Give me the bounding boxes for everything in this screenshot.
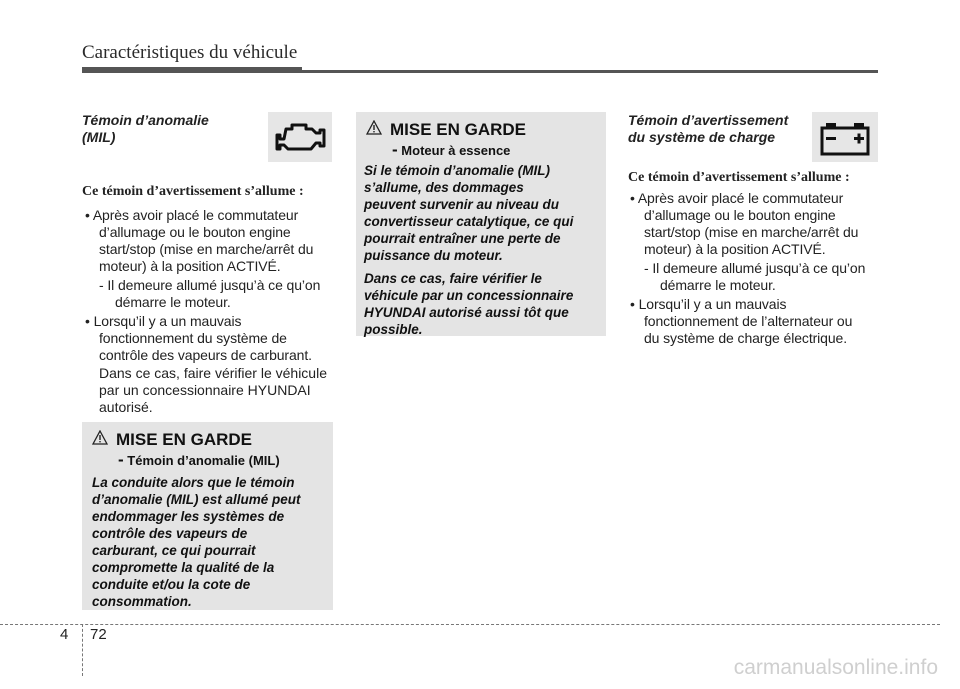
caution-engine-subtitle: - Moteur à essence	[392, 140, 511, 159]
caution-mil-body: La conduite alors que le témoin d’anomalie (MIL) est allumé peut endommager les systèmes de contrôle des vapeurs de carburant, ce qui pourrait compromette la qualité de la conduite et/ou la cote de consommation.	[92, 475, 301, 609]
warning-triangle-icon	[92, 430, 108, 450]
footer-chapter-number: 4	[60, 626, 69, 643]
caution-engine-title: MISE EN GARDE	[390, 120, 527, 139]
mil-sub-1: - Il demeure allumé jusqu’à ce qu’on démarre le moteur.	[99, 277, 321, 310]
mil-heading: Témoin d’anomalie (MIL)	[82, 112, 209, 145]
charge-bullet-1: • Après avoir placé le commutateur d’allumage ou le bouton engine start/stop (mise en marche/arrêt du moteur) à la position ACTIVÉ.	[630, 190, 859, 257]
charge-sub-1: - Il demeure allumé jusqu’à ce qu’on démarre le moteur.	[644, 260, 866, 293]
mil-bullet-2: • Lorsqu’il y a un mauvais fonctionnement du système de contrôle des vapeurs de carburant.	[85, 313, 312, 363]
charge-heading: Témoin d’avertissement du système de charge	[628, 112, 789, 145]
charge-bullet-2: • Lorsqu’il y a un mauvais fonctionnement de l’alternateur ou du système de charge électrique.	[630, 296, 853, 346]
battery-icon	[812, 112, 878, 162]
caution-mil-subtitle: - Témoin d’anomalie (MIL)	[118, 450, 280, 469]
mil-paragraph: Dans ce cas, faire vérifier le véhicule par un concessionnaire HYUNDAI autorisé.	[99, 365, 327, 415]
mil-intro: Ce témoin d’avertissement s’allume :	[82, 184, 304, 199]
footer-page-number: 72	[90, 626, 107, 643]
engine-check-icon	[268, 112, 332, 162]
mil-bullet-1: • Après avoir placé le commutateur d’allumage ou le bouton engine start/stop (mise en marche/arrêt du moteur) à la position ACTIVÉ.	[85, 207, 314, 274]
footer-dashed-rule	[0, 624, 940, 625]
header-rule	[82, 70, 878, 73]
caution-engine-body: Si le témoin d’anomalie (MIL) s’allume, des dommages peuvent survenir au niveau du convertisseur catalytique, ce qui pourrait entraîner une perte de puissance du moteur. Dans ce cas, faire vérifier le véhicule par un concessionnaire HYUNDAI autorisé aussi tôt que possible.	[364, 163, 574, 337]
watermark: carmanualsonline.info	[733, 656, 938, 679]
charge-intro: Ce témoin d’avertissement s’allume :	[628, 170, 850, 185]
footer-dashed-divider	[82, 624, 83, 676]
caution-box-mil	[82, 422, 333, 610]
warning-triangle-icon	[366, 120, 382, 140]
caution-mil-title: MISE EN GARDE	[116, 430, 253, 449]
caution-box-engine	[356, 112, 606, 336]
page-header-title: Caractéristiques du véhicule	[82, 42, 298, 63]
